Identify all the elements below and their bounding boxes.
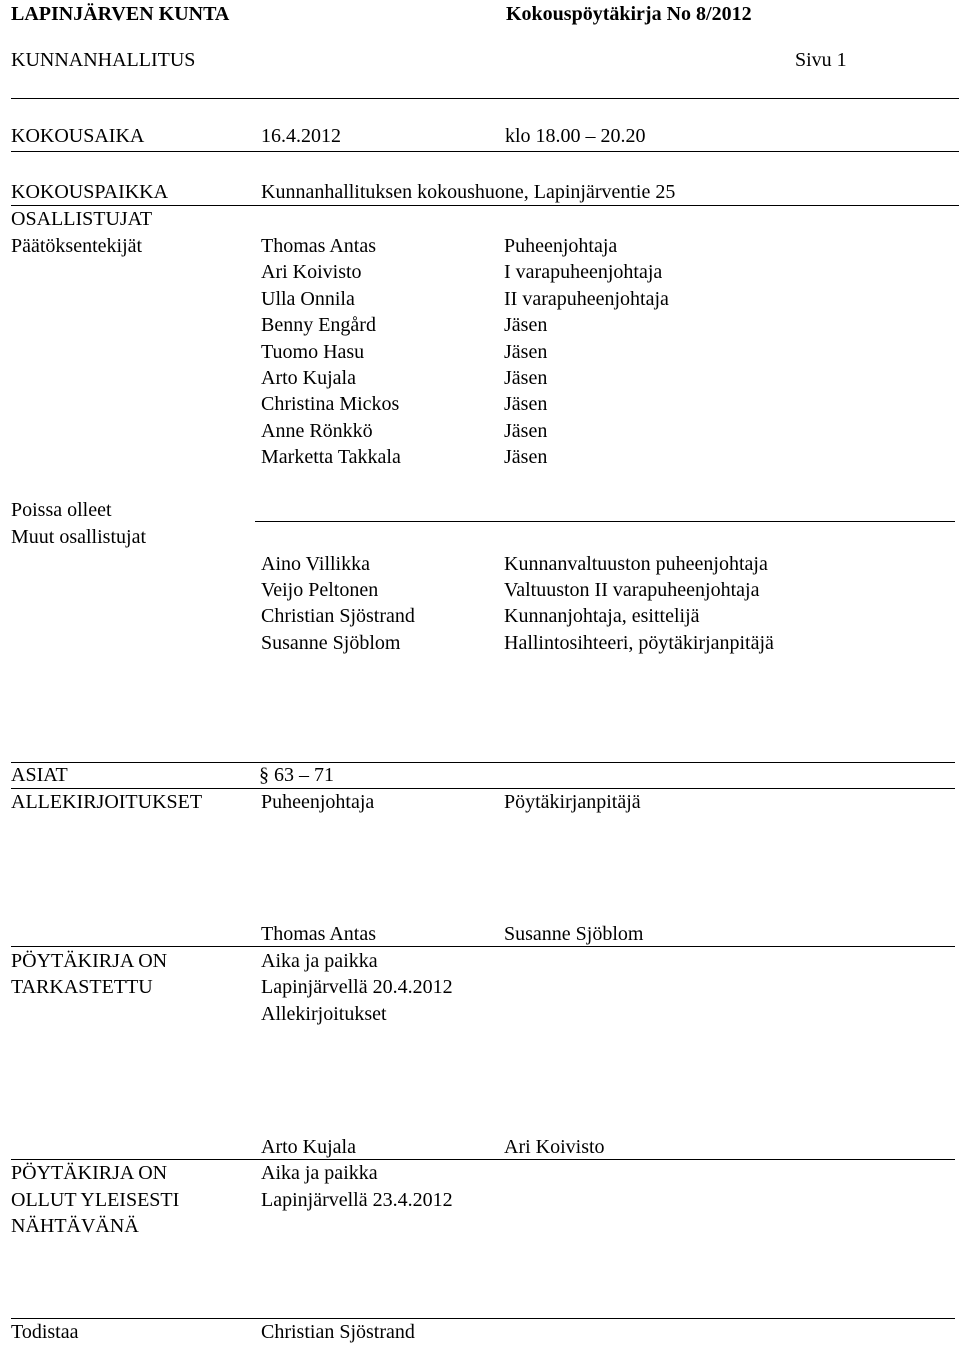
divider bbox=[11, 788, 955, 789]
secretary-label: Pöytäkirjanpitäjä bbox=[504, 791, 641, 813]
certify-name: Christian Sjöstrand bbox=[261, 1321, 415, 1343]
secretary-name: Susanne Sjöblom bbox=[504, 923, 644, 945]
member-role: Jäsen bbox=[504, 420, 548, 442]
member-role: Jäsen bbox=[504, 393, 548, 415]
signatures-label: ALLEKIRJOITUKSET bbox=[11, 791, 203, 813]
decision-makers-label: Päätöksentekijät bbox=[11, 235, 143, 257]
member-name: Anne Rönkkö bbox=[261, 420, 373, 442]
member-role: I varapuheenjohtaja bbox=[504, 261, 663, 283]
member-role: Jäsen bbox=[504, 367, 548, 389]
header-divider bbox=[11, 98, 959, 99]
participants-section-label: OSALLISTUJAT bbox=[11, 208, 153, 230]
member-role: Puheenjohtaja bbox=[504, 235, 618, 257]
public-signer1: Arto Kujala bbox=[261, 1136, 356, 1158]
checked-label-line2: TARKASTETTU bbox=[11, 976, 153, 998]
member-role: Jäsen bbox=[504, 314, 548, 336]
meeting-place: Kunnanhallituksen kokoushuone, Lapinjärventie 25 bbox=[261, 181, 676, 203]
member-role: Jäsen bbox=[504, 341, 548, 363]
member-name: Thomas Antas bbox=[261, 235, 376, 257]
absent-label: Poissa olleet bbox=[11, 499, 112, 521]
chair-label: Puheenjohtaja bbox=[261, 791, 375, 813]
page-number: Sivu 1 bbox=[795, 49, 847, 71]
member-name: Christina Mickos bbox=[261, 393, 400, 415]
other-name: Susanne Sjöblom bbox=[261, 632, 401, 654]
items-label: ASIAT bbox=[11, 764, 68, 786]
member-name: Arto Kujala bbox=[261, 367, 356, 389]
other-participants-label: Muut osallistujat bbox=[11, 526, 146, 548]
member-role: II varapuheenjohtaja bbox=[504, 288, 669, 310]
divider bbox=[11, 762, 955, 763]
member-name: Ari Koivisto bbox=[261, 261, 362, 283]
member-role: Jäsen bbox=[504, 446, 548, 468]
public-label-line1: PÖYTÄKIRJA ON bbox=[11, 1162, 168, 1184]
meeting-place-label: KOKOUSPAIKKA bbox=[11, 181, 169, 203]
public-time-place-label: Aika ja paikka bbox=[261, 1162, 378, 1184]
divider bbox=[11, 946, 955, 947]
meeting-time-label: KOKOUSAIKA bbox=[11, 125, 145, 147]
other-name: Christian Sjöstrand bbox=[261, 605, 415, 627]
meeting-time: klo 18.00 – 20.20 bbox=[505, 125, 646, 147]
absent-line bbox=[255, 521, 955, 522]
other-role: Valtuuston II varapuheenjohtaja bbox=[504, 579, 760, 601]
member-name: Ulla Onnila bbox=[261, 288, 355, 310]
divider bbox=[11, 1159, 955, 1160]
document-title: Kokouspöytäkirja No 8/2012 bbox=[506, 3, 752, 25]
member-name: Marketta Takkala bbox=[261, 446, 401, 468]
member-name: Tuomo Hasu bbox=[261, 341, 365, 363]
municipality-name: LAPINJÄRVEN KUNTA bbox=[11, 3, 230, 25]
checked-time-place-label: Aika ja paikka bbox=[261, 950, 378, 972]
public-label-line2: OLLUT YLEISESTI bbox=[11, 1189, 180, 1211]
public-signer2: Ari Koivisto bbox=[504, 1136, 605, 1158]
checked-signatures-label: Allekirjoitukset bbox=[261, 1003, 387, 1025]
items-range: § 63 – 71 bbox=[259, 764, 334, 786]
other-name: Veijo Peltonen bbox=[261, 579, 379, 601]
divider bbox=[11, 151, 959, 152]
chair-name: Thomas Antas bbox=[261, 923, 376, 945]
certify-label: Todistaa bbox=[11, 1321, 79, 1343]
divider bbox=[11, 205, 959, 206]
other-role: Kunnanvaltuuston puheenjohtaja bbox=[504, 553, 768, 575]
other-role: Hallintosihteeri, pöytäkirjanpitäjä bbox=[504, 632, 774, 654]
checked-place-date: Lapinjärvellä 20.4.2012 bbox=[261, 976, 453, 998]
member-name: Benny Engård bbox=[261, 314, 376, 336]
other-name: Aino Villikka bbox=[261, 553, 370, 575]
public-label-line3: NÄHTÄVÄNÄ bbox=[11, 1215, 139, 1237]
other-role: Kunnanjohtaja, esittelijä bbox=[504, 605, 700, 627]
checked-label-line1: PÖYTÄKIRJA ON bbox=[11, 950, 168, 972]
board-name: KUNNANHALLITUS bbox=[11, 49, 196, 71]
meeting-date: 16.4.2012 bbox=[261, 125, 341, 147]
public-place-date: Lapinjärvellä 23.4.2012 bbox=[261, 1189, 453, 1211]
divider bbox=[11, 1318, 955, 1319]
